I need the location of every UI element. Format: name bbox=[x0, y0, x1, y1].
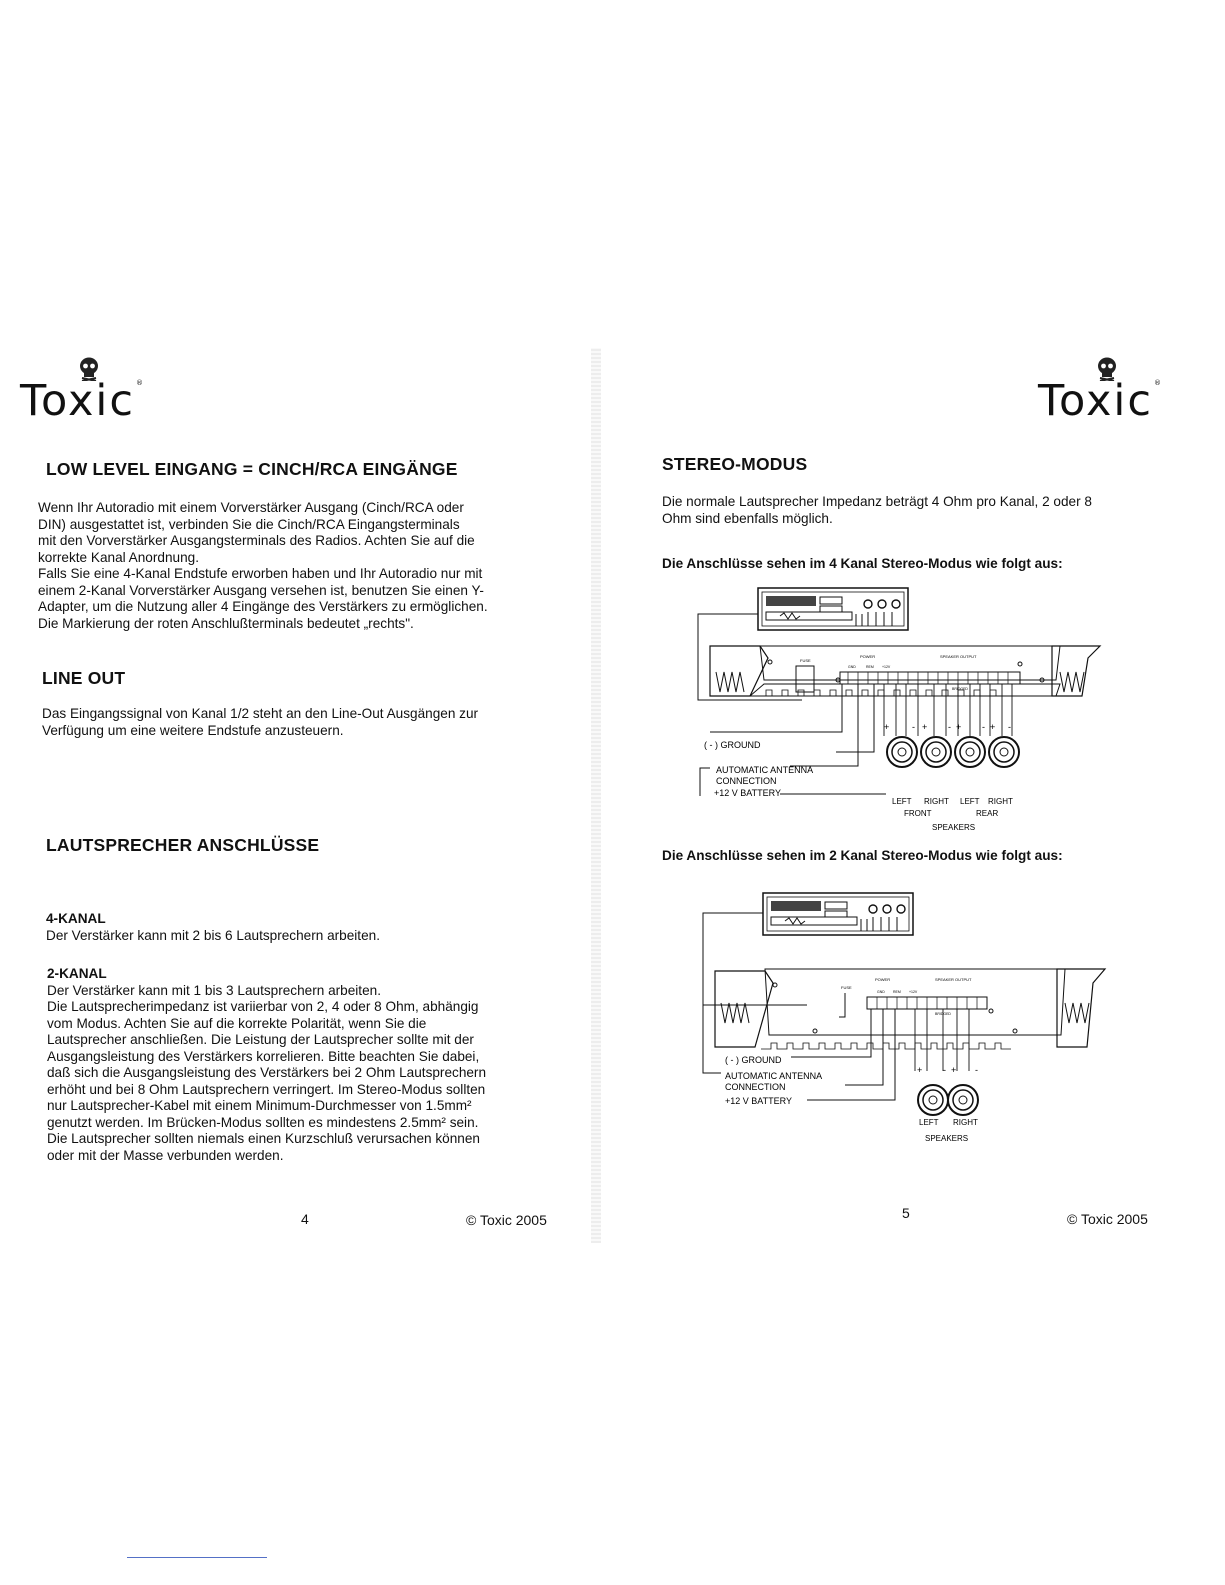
speaker-icon bbox=[887, 737, 917, 767]
speakers-section bbox=[46, 835, 319, 856]
svg-text:SPEAKER OUTPUT: SPEAKER OUTPUT bbox=[940, 654, 977, 659]
label-antenna: AUTOMATIC ANTENNA bbox=[716, 765, 814, 775]
head-unit-icon bbox=[758, 588, 908, 630]
caption-4-channel: Die Anschlüsse sehen im 4 Kanal Stereo-Modus wie folgt aus: bbox=[662, 556, 1063, 571]
svg-text:GND: GND bbox=[848, 665, 856, 669]
label-ground: ( - ) GROUND bbox=[725, 1055, 782, 1065]
heading-speakers: LAUTSPRECHER ANSCHLÜSSE bbox=[46, 835, 320, 855]
subheading-2-kanal: 2-KANAL bbox=[47, 966, 107, 981]
svg-text:FUSE: FUSE bbox=[841, 985, 852, 990]
heading-line-out: LINE OUT bbox=[42, 668, 126, 688]
svg-text:BRIDGED: BRIDGED bbox=[952, 687, 968, 691]
wiring-diagram-2-channel bbox=[695, 885, 1115, 1150]
page-fold bbox=[591, 348, 601, 1243]
svg-text:+12V: +12V bbox=[909, 990, 918, 994]
svg-text:-: - bbox=[912, 722, 915, 732]
label-right-rear: RIGHT bbox=[988, 797, 1013, 806]
label-left: LEFT bbox=[919, 1118, 939, 1127]
speaker-icon bbox=[918, 1085, 948, 1115]
label-ground: ( - ) GROUND bbox=[704, 740, 761, 750]
label-connection: CONNECTION bbox=[716, 776, 777, 786]
speaker-icon bbox=[948, 1085, 978, 1115]
svg-text:-: - bbox=[943, 1065, 946, 1075]
svg-text:+: + bbox=[884, 722, 890, 732]
low-level-text: Wenn Ihr Autoradio mit einem Vorverstärker Ausgang (Cinch/RCA oder DIN) ausgestattet ist, verbinden Sie die Cinch/RCA Eingangsterminals mit den Vorverstärker Ausgangsterminals des Radios. Achten Sie auf die korrekte Kanal Anordnung. Falls Sie eine 4-Kanal Endstufe erworben haben und Ihr Autoradio nur mit einem 2-Kanal Vorverstärker Ausgang versehen ist, benutzen Sie einen Y- Adapter, um die Nutzung aller 4 Eingänge des Verstärkers zu ermöglichen. Die Markierung der roten Anschlußterminals bedeutet „rechts". bbox=[38, 500, 488, 631]
four-channel-block: 4-KANAL Der Verstärker kann mit 2 bis 6 Lautsprechern arbeiten. bbox=[46, 911, 586, 944]
label-left-front: LEFT bbox=[892, 797, 912, 806]
svg-text:-: - bbox=[948, 722, 951, 732]
head-unit-icon bbox=[763, 893, 913, 935]
label-battery: +12 V BATTERY bbox=[714, 788, 781, 798]
svg-text:BRIDGED: BRIDGED bbox=[935, 1012, 951, 1016]
logo-text: Toxic bbox=[20, 376, 135, 426]
left-logo: Toxic® bbox=[20, 355, 180, 425]
svg-text:+12V: +12V bbox=[882, 665, 891, 669]
copyright-right: © Toxic 2005 bbox=[1067, 1211, 1148, 1227]
svg-text:-: - bbox=[1008, 722, 1011, 732]
svg-text:+: + bbox=[917, 1065, 923, 1075]
svg-text:REM: REM bbox=[866, 665, 874, 669]
heading-low-level: LOW LEVEL EINGANG = CINCH/RCA EINGÄNGE bbox=[46, 459, 458, 479]
label-front: FRONT bbox=[904, 809, 932, 818]
amplifier-icon bbox=[710, 646, 1100, 696]
label-battery: +12 V BATTERY bbox=[725, 1096, 792, 1106]
right-logo: Toxic® bbox=[1038, 355, 1198, 425]
svg-text:POWER: POWER bbox=[860, 654, 876, 659]
page-number-left: 4 bbox=[301, 1211, 309, 1227]
stereo-section bbox=[662, 454, 807, 475]
svg-text:+: + bbox=[922, 722, 928, 732]
svg-text:FUSE: FUSE bbox=[800, 658, 811, 663]
label-rear: REAR bbox=[976, 809, 999, 818]
label-antenna: AUTOMATIC ANTENNA bbox=[725, 1071, 823, 1081]
copyright-left: © Toxic 2005 bbox=[466, 1212, 547, 1228]
svg-text:POWER: POWER bbox=[875, 977, 891, 982]
subheading-4-kanal: 4-KANAL bbox=[46, 911, 106, 926]
page-number-right: 5 bbox=[902, 1205, 910, 1221]
caption-2-channel: Die Anschlüsse sehen im 2 Kanal Stereo-Modus wie folgt aus: bbox=[662, 848, 1063, 863]
label-connection: CONNECTION bbox=[725, 1082, 786, 1092]
low-level-section bbox=[46, 459, 586, 480]
label-right-front: RIGHT bbox=[924, 797, 949, 806]
line-out-text: Das Eingangssignal von Kanal 1/2 steht an den Line-Out Ausgängen zur Verfügung um eine weitere Endstufe anzusteuern. bbox=[42, 706, 479, 738]
label-speakers: SPEAKERS bbox=[932, 823, 976, 832]
label-speakers: SPEAKERS bbox=[925, 1134, 969, 1143]
svg-text:SPEAKER OUTPUT: SPEAKER OUTPUT bbox=[935, 977, 972, 982]
stereo-text: Die normale Lautsprecher Impedanz beträgt 4 Ohm pro Kanal, 2 oder 8 Ohm sind ebenfalls möglich. bbox=[662, 494, 1092, 526]
label-right: RIGHT bbox=[953, 1118, 978, 1127]
two-channel-block: 2-KANAL Der Verstärker kann mit 1 bis 3 Lautsprechern arbeiten. Die Lautsprecherimpedanz ist variierbar von 2, 4 oder 8 Ohm, abhängig vom Modus. Achten Sie auf die korrekte Polarität, wenn Sie die Lautsprecher anschließen. Die Leistung der Lautsprecher sollte mit der Ausgangsleistung des Verstärkers korrelieren. Bitte beachten Sie dabei, daß sich die Ausgangsleistung des Verstärkers bei 2 Ohm Lautsprechern erhöht und bei 8 Ohm Lautsprechern verringert. Im Stereo-Modus sollten nur Lautsprecher-Kabel mit einem Minimum-Durchmesser von 1.5mm² genutzt werden. Im Brücken-Modus sollten es mindestens 2.5mm² sein. Die Lautsprecher sollten niemals einen Kurzschluß verursachen können oder mit der Masse verbunden werden. bbox=[47, 966, 592, 1164]
heading-stereo: STEREO-MODUS bbox=[662, 454, 808, 474]
bottom-rule bbox=[127, 1557, 267, 1558]
svg-text:+: + bbox=[951, 1065, 957, 1075]
amplifier-icon bbox=[715, 969, 1105, 1049]
logo-text: Toxic bbox=[1038, 376, 1153, 426]
wiring-diagram-4-channel bbox=[690, 580, 1115, 840]
svg-text:+: + bbox=[990, 722, 996, 732]
svg-text:+: + bbox=[956, 722, 962, 732]
speaker-icon bbox=[955, 737, 985, 767]
speaker-icon bbox=[921, 737, 951, 767]
svg-text:REM: REM bbox=[893, 990, 901, 994]
svg-text:-: - bbox=[975, 1065, 978, 1075]
svg-text:-: - bbox=[982, 722, 985, 732]
svg-text:GND: GND bbox=[877, 990, 885, 994]
speaker-icon bbox=[989, 737, 1019, 767]
label-left-rear: LEFT bbox=[960, 797, 980, 806]
line-out-section bbox=[42, 668, 125, 689]
